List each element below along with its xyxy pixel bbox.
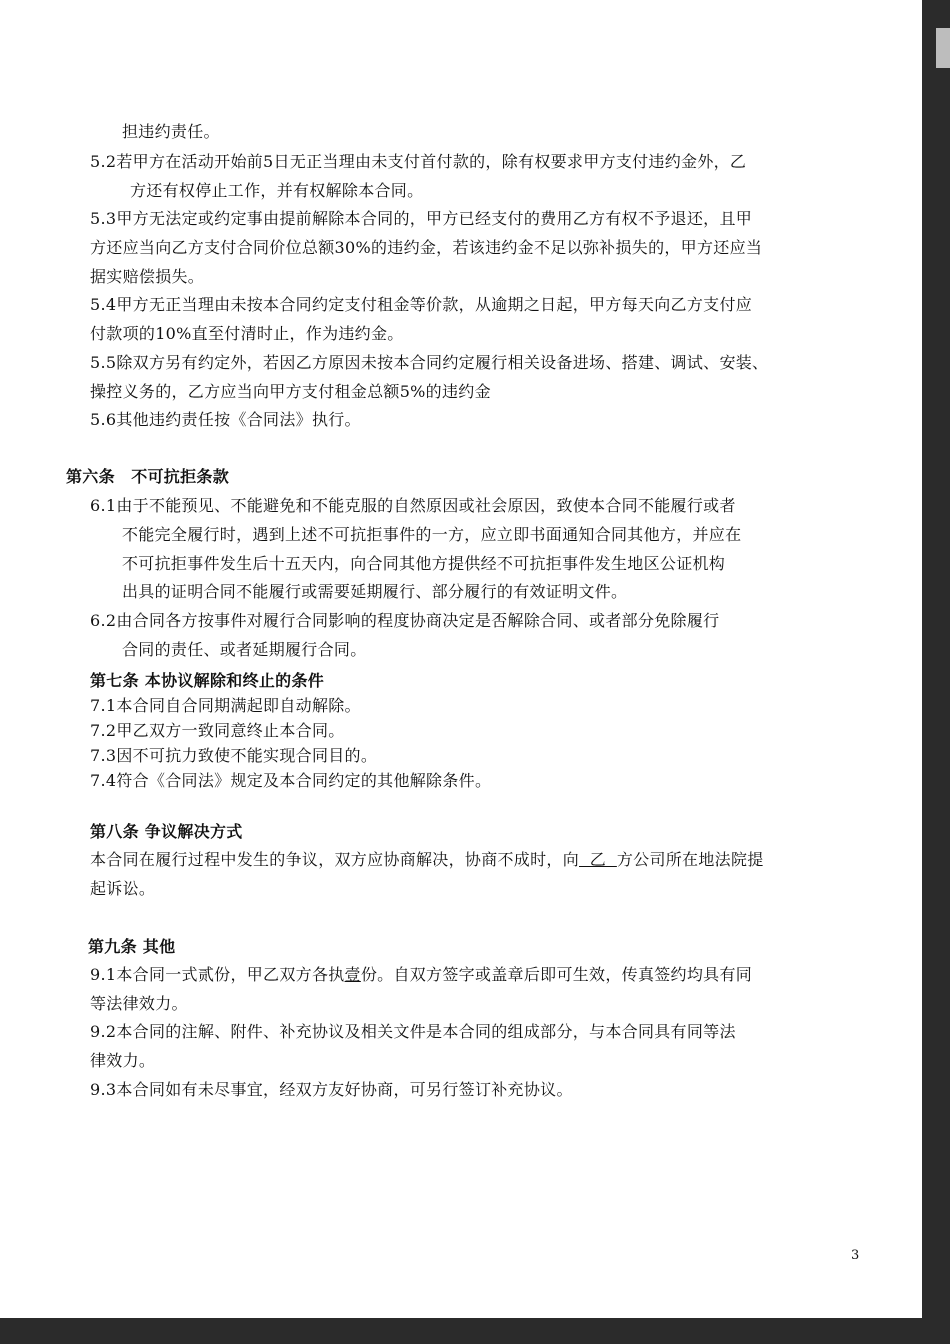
text-line: 方还有权停止工作，并有权解除本合同。 xyxy=(130,181,424,200)
text-fragment: 本合同在履行过程中发生的争议，双方应协商解决，协商不成时，向 xyxy=(90,850,580,869)
page-number: 3 xyxy=(851,1248,860,1263)
clause-7-1: 7.1本合同自合同期满起即自动解除。 xyxy=(90,696,361,715)
section-9-heading: 第九条 其他 xyxy=(88,937,176,956)
text-line: 付款项的10%直至付清时止，作为违约金。 xyxy=(90,324,404,343)
clause-9-1 xyxy=(90,965,752,985)
text-line: 合同的责任、或者延期履行合同。 xyxy=(122,640,367,659)
text-line: 不能完全履行时，遇到上述不可抗拒事件的一方，应立即书面通知合同其他方，并应在 xyxy=(122,525,742,544)
clause-5-6: 5.6其他违约责任按《合同法》执行。 xyxy=(90,410,361,429)
text-line: 不可抗拒事件发生后十五天内，向合同其他方提供经不可抗拒事件发生地区公证机构 xyxy=(122,554,726,573)
clause-7-2: 7.2甲乙双方一致同意终止本合同。 xyxy=(90,721,345,740)
text-line: 操控义务的，乙方应当向甲方支付租金总额5%的违约金 xyxy=(90,382,491,401)
text-line: 担违约责任。 xyxy=(122,122,220,141)
text-line: 据实赔偿损失。 xyxy=(90,267,205,286)
text-fragment: 方公司所在地法院提 xyxy=(616,850,764,869)
clause-5-5: 5.5除双方另有约定外，若因乙方原因未按本合同约定履行相关设备进场、搭建、调试、安装、 xyxy=(90,353,769,372)
text-fragment: 份。自双方签字或盖章后即可生效，传真签约均具有同 xyxy=(360,965,753,984)
viewer-bottom-edge xyxy=(0,1318,950,1344)
viewer-scrollbar-track[interactable] xyxy=(922,0,950,1344)
viewer-scrollbar-thumb[interactable] xyxy=(936,28,950,68)
clause-5-2: 5.2若甲方在活动开始前5日无正当理由未支付首付款的，除有权要求甲方支付违约金外，乙 xyxy=(90,152,747,171)
clause-6-1: 6.1由于不能预见、不能避免和不能克服的自然原因或社会原因，致使本合同不能履行或者 xyxy=(90,496,736,515)
clause-7-3: 7.3因不可抗力致使不能实现合同目的。 xyxy=(90,746,378,765)
text-line: 等法律效力。 xyxy=(90,994,188,1013)
section-8-heading: 第八条 争议解决方式 xyxy=(90,822,243,841)
clause-9-2: 9.2本合同的注解、附件、补充协议及相关文件是本合同的组成部分，与本合同具有同等法 xyxy=(90,1022,736,1041)
text-line: 出具的证明合同不能履行或需要延期履行、部分履行的有效证明文件。 xyxy=(122,582,628,601)
text-line: 律效力。 xyxy=(90,1051,156,1070)
clause-9-3: 9.3本合同如有未尽事宜，经双方友好协商，可另行签订补充协议。 xyxy=(90,1080,573,1099)
section-6-heading: 第六条 不可抗拒条款 xyxy=(66,467,230,486)
clause-5-4: 5.4甲方无正当理由未按本合同约定支付租金等价款，从逾期之日起，甲方每天向乙方支付应 xyxy=(90,295,753,314)
section-7-heading: 第七条 本协议解除和终止的条件 xyxy=(90,671,325,690)
clause-6-2: 6.2由合同各方按事件对履行合同影响的程度协商决定是否解除合同、或者部分免除履行 xyxy=(90,611,720,630)
clause-7-4: 7.4符合《合同法》规定及本合同约定的其他解除条件。 xyxy=(90,771,492,790)
clause-8-text xyxy=(90,850,764,870)
clause-5-3: 5.3甲方无法定或约定事由提前解除本合同的，甲方已经支付的费用乙方有权不予退还，且甲 xyxy=(90,209,753,228)
text-fragment: 9.1本合同一式贰份，甲乙双方各执 xyxy=(90,965,345,984)
text-line: 起诉讼。 xyxy=(90,879,156,898)
court-party-underlined: 乙 xyxy=(579,850,617,869)
copies-underlined: 壹 xyxy=(344,965,361,984)
text-line: 方还应当向乙方支付合同价位总额30%的违约金，若该违约金不足以弥补损失的，甲方还应当 xyxy=(90,238,763,257)
